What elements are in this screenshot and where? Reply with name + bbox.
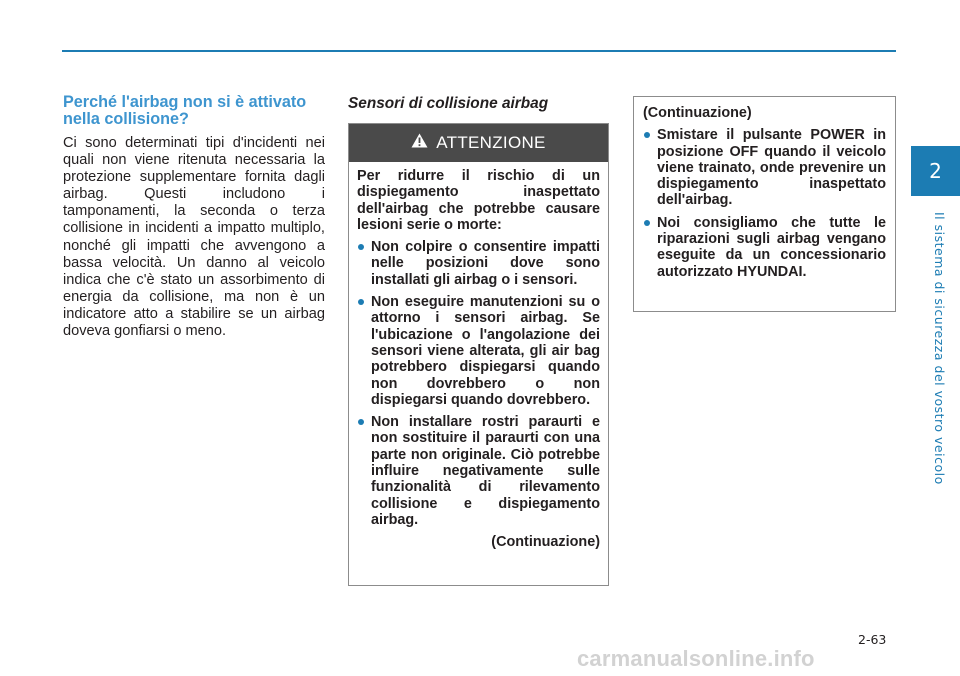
continuation-label: (Continuazione)	[643, 105, 752, 121]
page-number: 2-63	[858, 632, 887, 647]
list-item-text: Non colpire o consentire impatti nelle posizioni dove sono installati gli airbag o i sensori.	[371, 239, 600, 288]
warning-intro: Per ridurre il rischio di un dispiegamento inaspettato dell'airbag che potrebbe causare lesioni serie o morte:	[357, 168, 600, 233]
warning-box	[348, 123, 609, 586]
bullet-icon	[358, 299, 364, 305]
list-item	[643, 127, 886, 208]
section-heading-sensors: Sensori di collisione airbag	[348, 95, 549, 112]
list-item	[357, 414, 600, 528]
bullet-icon	[358, 244, 364, 250]
section-body: Ci sono determinati tipi d'incidenti nei quali non viene ritenuta necessaria la protezione supplementare fornita dagli airbag. Questi includono i tamponamenti, la seconda o terza collisione in incidenti a impatto multiplo, nonché gli impatti che avvengono a bassa velocità. Un danno al veicolo indica che c'è stato un assorbimento di energia da collisione, ma non è un indicatore atto a stabilire se un airbag doveva gonfiarsi o meno.	[63, 135, 325, 340]
watermark-text: carmanualsonline.info	[577, 646, 815, 671]
list-item	[643, 215, 886, 280]
chapter-number-tab	[911, 146, 960, 196]
list-item	[357, 239, 600, 288]
list-item-text: Non installare rostri paraurti e non sostituire il paraurti con una parte non originale. Ciò potrebbe influire negativamente sulle funzionalità di rilevamento collisione e dispiegamento airbag.	[371, 414, 600, 528]
list-item-text: Noi consigliamo che tutte le riparazioni sugli airbag vengano eseguite da un concessionario autorizzato HYUNDAI.	[657, 214, 886, 280]
continued-list	[643, 127, 886, 280]
chapter-title: Il sistema di sicurezza del vostro veicolo	[932, 212, 947, 485]
list-item-text: Smistare il pulsante POWER in posizione OFF quando il veicolo viene trainato, onde prevenire un dispiegamento inaspettato dell'airbag.	[657, 127, 886, 209]
bullet-icon	[358, 419, 364, 425]
bullet-icon	[644, 220, 650, 226]
warning-header	[349, 124, 608, 162]
warning-continuation: (Continuazione)	[491, 534, 600, 551]
chapter-number: 2	[929, 159, 942, 183]
list-item	[357, 294, 600, 408]
warning-body	[349, 162, 608, 551]
section-heading: Perché l'airbag non si è attivato nella collisione?	[63, 93, 307, 128]
list-item-text: Non eseguire manutenzioni su o attorno i sensori airbag. Se l'ubicazione o l'angolazione dei sensori viene alterata, gli air bag potrebbero dispiegarsi quando non dovrebbero o non dispiegarsi quando dovrebbero.	[371, 294, 600, 408]
bullet-icon	[644, 132, 650, 138]
header-rule	[62, 50, 896, 52]
warning-title: ATTENZIONE	[436, 133, 546, 152]
warning-continued-box	[633, 96, 896, 312]
warning-triangle-icon	[411, 133, 428, 153]
warning-list	[357, 239, 600, 528]
section-airbag-not-deployed	[63, 94, 325, 340]
